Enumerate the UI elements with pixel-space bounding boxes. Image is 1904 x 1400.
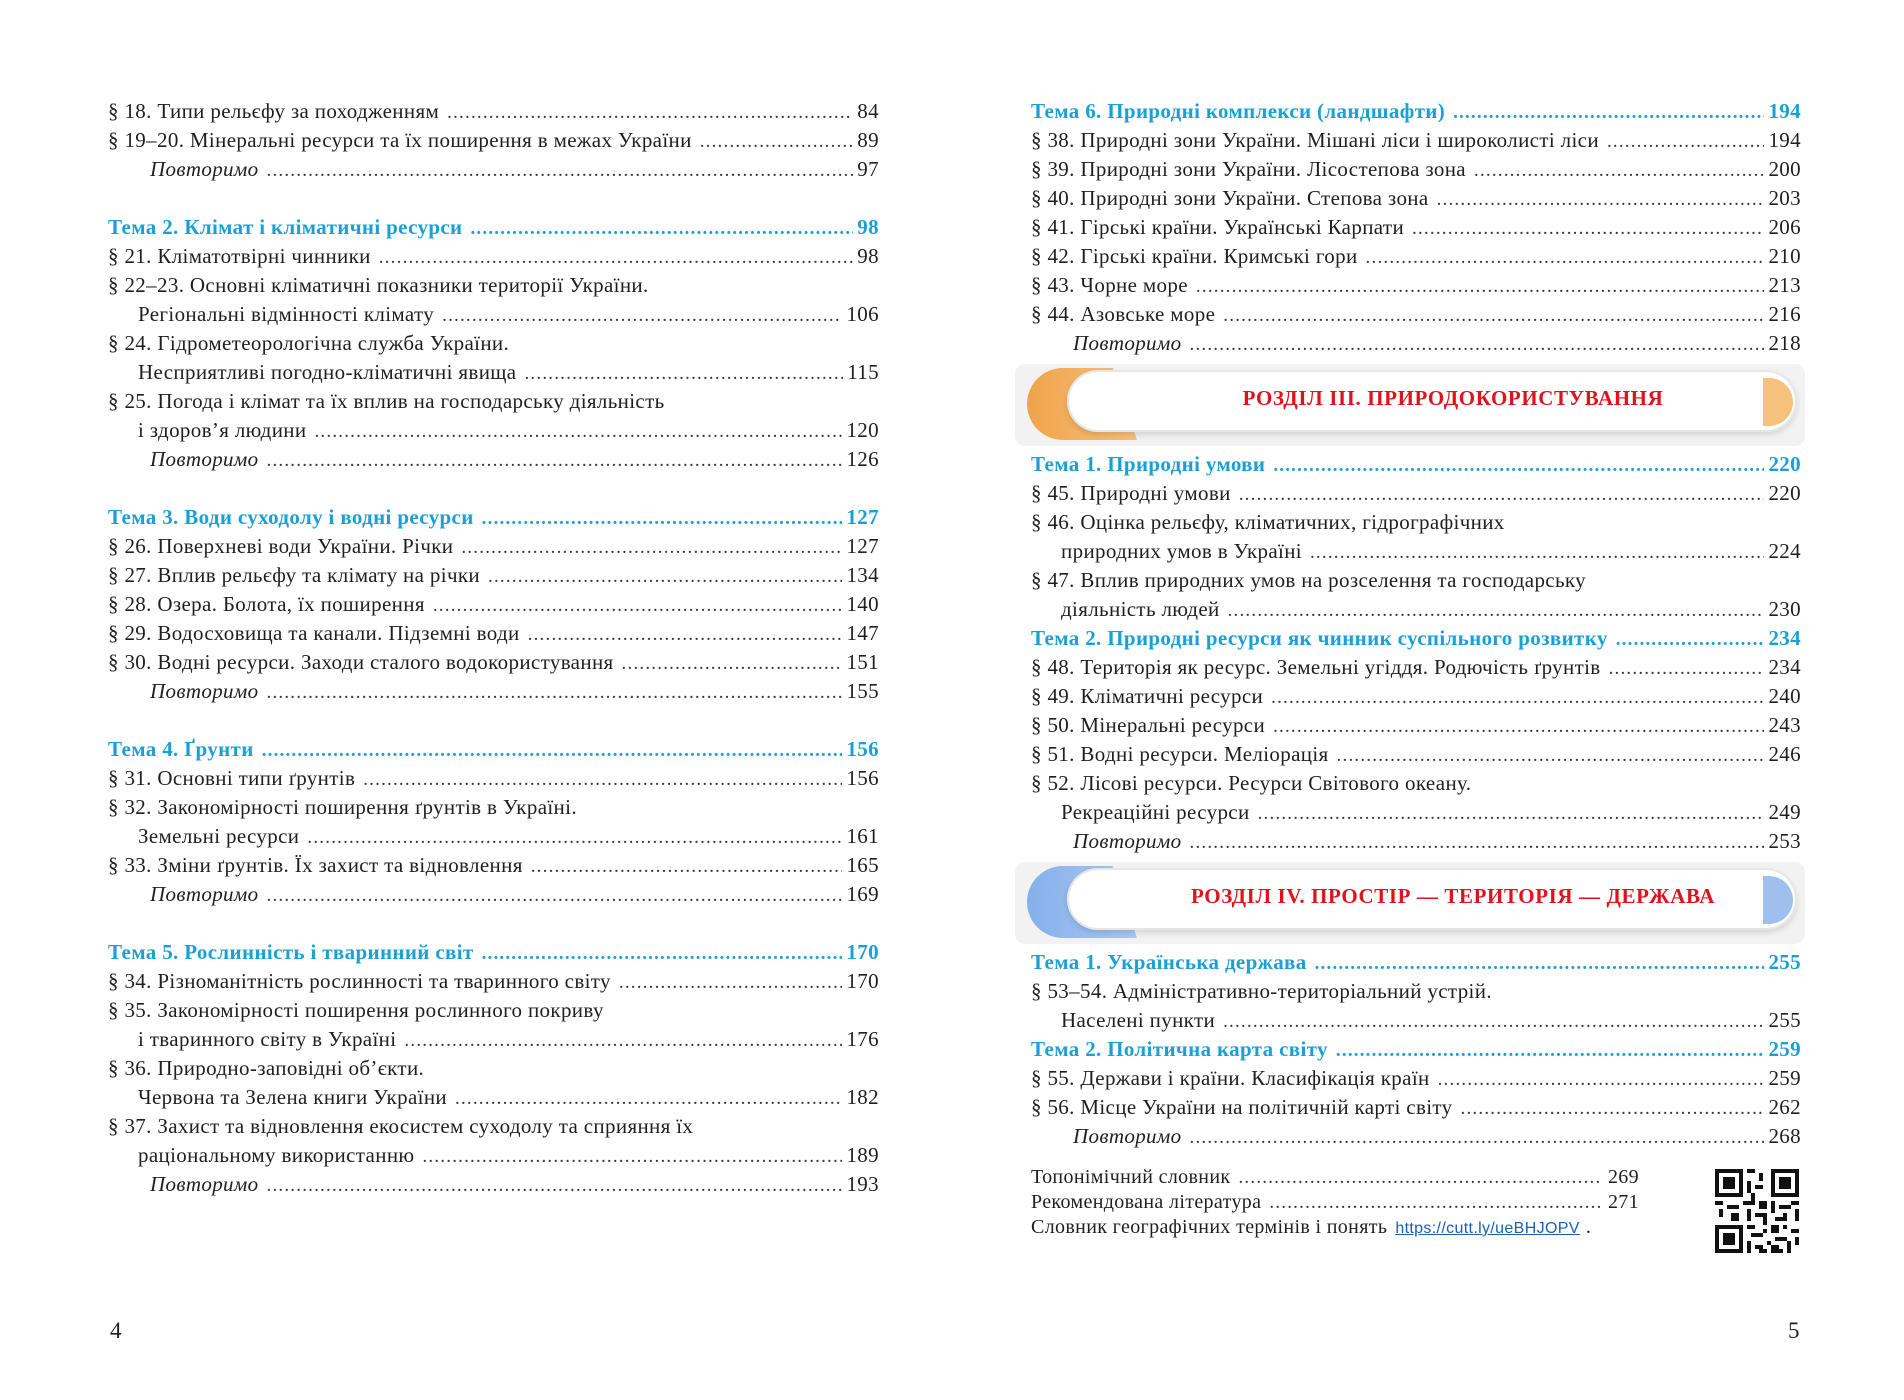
entry-page: 213	[1768, 273, 1801, 297]
toc-entry-line	[108, 1054, 879, 1083]
toc-entry[interactable]	[1031, 682, 1801, 711]
entry-title: § 51. Водні ресурси. Меліорація	[1031, 742, 1329, 766]
entry-page: 255	[1768, 950, 1801, 974]
leader-dots	[1190, 1123, 1765, 1152]
leader-dots	[1223, 1007, 1764, 1036]
toc-entry[interactable]	[1031, 711, 1801, 740]
leader-dots	[1310, 538, 1764, 567]
toc-review-entry[interactable]	[1031, 827, 1801, 856]
entry-page: 169	[846, 882, 879, 906]
block-gap	[108, 474, 879, 503]
entry-page: 240	[1768, 684, 1801, 708]
toc-topic-heading[interactable]	[1031, 948, 1801, 977]
entry-title: § 53–54. Адміністративно-територіальний устрій.	[1031, 979, 1492, 1003]
entry-title: § 55. Держави і країни. Класифікація країн	[1031, 1066, 1430, 1090]
appendix-list	[1031, 1165, 1801, 1240]
entry-page: 194	[1768, 99, 1801, 123]
toc-topic-heading[interactable]	[1031, 624, 1801, 653]
leader-dots	[531, 852, 843, 881]
entry-title: § 49. Кліматичні ресурси	[1031, 684, 1264, 708]
entry-page: 259	[1768, 1037, 1801, 1061]
leader-dots	[1437, 185, 1765, 214]
entry-title: § 29. Водосховища та канали. Підземні води	[108, 621, 520, 645]
entry-page: 189	[846, 1143, 879, 1167]
entry-page: 255	[1768, 1008, 1801, 1032]
entry-title: § 19–20. Мінеральні ресурси та їх поширення в межах України	[108, 128, 692, 152]
entry-page: 165	[846, 853, 879, 877]
entry-title: § 31. Основні типи ґрунтів	[108, 766, 356, 790]
toc-entry-line	[108, 996, 879, 1025]
page-number-right: 5	[1788, 1318, 1800, 1343]
entry-title: § 21. Кліматотвірні чинники	[108, 244, 371, 268]
entry-title: Земельні ресурси	[138, 824, 300, 848]
entry-title: Тема 1. Українська держава	[1031, 950, 1307, 974]
leader-dots	[1609, 654, 1765, 683]
entry-page: 243	[1768, 713, 1801, 737]
toc-entry-line	[108, 271, 879, 300]
toc-entry[interactable]	[108, 619, 879, 648]
toc-review-entry[interactable]	[1031, 1122, 1801, 1151]
toc-review-entry[interactable]	[108, 880, 879, 909]
entry-page: 98	[857, 244, 879, 268]
entry-title: Повторимо	[150, 157, 259, 181]
entry-page: 147	[846, 621, 879, 645]
entry-page: 234	[1768, 655, 1801, 679]
entry-title: § 50. Мінеральні ресурси	[1031, 713, 1266, 737]
entry-page: 193	[846, 1172, 879, 1196]
toc-review-entry[interactable]	[108, 445, 879, 474]
leader-dots	[461, 533, 842, 562]
entry-title: Тема 2. Клімат і кліматичні ресурси	[108, 215, 463, 239]
leader-dots	[482, 939, 843, 968]
leader-dots	[1190, 828, 1765, 857]
toc-entry[interactable]	[1031, 740, 1801, 769]
leader-dots	[1238, 1165, 1601, 1190]
toc-entry[interactable]	[1031, 213, 1801, 242]
section-title: РОЗДІЛ ІІІ. ПРИРОДОКОРИСТУВАННЯ	[1242, 386, 1664, 410]
leader-dots	[455, 1084, 842, 1113]
leader-dots	[1366, 243, 1765, 272]
leader-dots	[404, 1026, 842, 1055]
entry-title: Повторимо	[150, 1172, 259, 1196]
entry-title: природних умов в Україні	[1061, 539, 1302, 563]
entry-title: § 32. Закономірності поширення ґрунтів в Україні.	[108, 795, 577, 819]
leader-dots	[447, 98, 853, 127]
toc-left-column	[108, 97, 879, 1199]
leader-dots	[307, 823, 842, 852]
toc-entry-line	[108, 387, 879, 416]
leader-dots	[1474, 156, 1764, 185]
leader-dots	[1269, 1190, 1602, 1215]
entry-title: Тема 6. Природні комплекси (ландшафти)	[1031, 99, 1446, 123]
entry-title: § 56. Місце України на політичній карті світу	[1031, 1095, 1453, 1119]
entry-page: 271	[1607, 1191, 1639, 1213]
entry-title: § 40. Природні зони України. Степова зона	[1031, 186, 1429, 210]
entry-page: 249	[1768, 800, 1801, 824]
leader-dots	[267, 446, 843, 475]
toc-entry[interactable]	[1031, 479, 1801, 508]
entry-title: § 18. Типи рельєфу за походженням	[108, 99, 440, 123]
entry-page: 151	[846, 650, 879, 674]
leader-dots	[1315, 949, 1765, 978]
section-banner	[1007, 856, 1829, 948]
entry-page: 106	[846, 302, 879, 326]
block-gap	[108, 184, 879, 213]
entry-title: Тема 2. Природні ресурси як чинник суспільного розвитку	[1031, 626, 1608, 650]
entry-page: 220	[1768, 481, 1801, 505]
entry-title: § 38. Природні зони України. Мішані ліси і широколисті ліси	[1031, 128, 1599, 152]
entry-title: § 45. Природні умови	[1031, 481, 1231, 505]
block-gap	[108, 909, 879, 938]
entry-title: § 34. Різноманітність рослинності та тваринного світу	[108, 969, 611, 993]
entry-title: § 43. Чорне море	[1031, 273, 1188, 297]
toc-entry-toponymic[interactable]	[1031, 1165, 1639, 1190]
entry-page: 234	[1768, 626, 1801, 650]
qr-code-icon[interactable]	[1715, 1169, 1799, 1253]
toc-review-entry[interactable]	[108, 677, 879, 706]
entry-title: діяльність людей	[1061, 597, 1220, 621]
entry-page: 170	[846, 940, 879, 964]
entry-page: 156	[846, 766, 879, 790]
toc-topic-heading[interactable]	[1031, 1035, 1801, 1064]
leader-dots	[470, 214, 853, 243]
leader-dots	[524, 359, 843, 388]
entry-title: § 33. Зміни ґрунтів. Їх захист та відновлення	[108, 853, 523, 877]
toc-entry-continuation[interactable]	[108, 1025, 879, 1054]
entry-title: Рекреаційні ресурси	[1061, 800, 1250, 824]
toc-entry[interactable]	[1031, 155, 1801, 184]
toc-entry-continuation[interactable]	[1031, 537, 1801, 566]
toc-review-entry[interactable]	[108, 1170, 879, 1199]
toc-topic-heading[interactable]	[1031, 450, 1801, 479]
toc-entry-line	[108, 1112, 879, 1141]
entry-title: § 47. Вплив природних умов на розселення та господарську	[1031, 568, 1587, 592]
leader-dots	[1190, 330, 1765, 359]
entry-title: Тема 5. Рослинність і тваринний світ	[108, 940, 474, 964]
entry-page: 97	[857, 157, 879, 181]
leader-dots	[1412, 214, 1764, 243]
glossary-link[interactable]: https://cutt.ly/ueBHJOPV	[1395, 1220, 1580, 1237]
entry-title: § 27. Вплив рельєфу та клімату на річки	[108, 563, 480, 587]
toc-entry-line	[1031, 508, 1801, 537]
entry-page: 262	[1768, 1095, 1801, 1119]
toc-entry[interactable]	[1031, 1064, 1801, 1093]
leader-dots	[488, 562, 842, 591]
entry-title: § 28. Озера. Болота, їх поширення	[108, 592, 425, 616]
leader-dots	[262, 736, 843, 765]
entry-title: Повторимо	[1073, 829, 1182, 853]
leader-dots	[379, 243, 854, 272]
entry-page: 246	[1768, 742, 1801, 766]
leader-dots	[1461, 1094, 1765, 1123]
toc-topic-heading[interactable]	[108, 938, 879, 967]
entry-page: 155	[846, 679, 879, 703]
entry-title: Населені пункти	[1061, 1008, 1216, 1032]
entry-page: 170	[846, 969, 879, 993]
entry-title: Топонімічний словник	[1031, 1166, 1231, 1188]
toc-entry[interactable]	[108, 967, 879, 996]
entry-title: Регіональні відмінності клімату	[138, 302, 435, 326]
entry-page: 210	[1768, 244, 1801, 268]
entry-title: Повторимо	[150, 882, 259, 906]
entry-page: 134	[846, 563, 879, 587]
toc-entry-line	[1031, 769, 1801, 798]
entry-title: § 25. Погода і клімат та їх вплив на господарську діяльність	[108, 389, 665, 413]
leader-dots	[619, 968, 843, 997]
toc-entry[interactable]	[1031, 126, 1801, 155]
entry-title: Рекомендована література	[1031, 1191, 1262, 1213]
toc-entry[interactable]	[1031, 300, 1801, 329]
entry-page: 140	[846, 592, 879, 616]
entry-page: 230	[1768, 597, 1801, 621]
entry-title: раціональному використанню	[138, 1143, 415, 1167]
toc-review-entry[interactable]	[1031, 329, 1801, 358]
toc-entry-continuation[interactable]	[1031, 1006, 1801, 1035]
toc-review-entry[interactable]	[108, 155, 879, 184]
entry-page: 206	[1768, 215, 1801, 239]
leader-dots	[482, 504, 843, 533]
toc-entry-line	[1031, 977, 1801, 1006]
entry-title: Тема 2. Політична карта світу	[1031, 1037, 1328, 1061]
leader-dots	[1258, 799, 1765, 828]
leader-dots	[1196, 272, 1765, 301]
entry-title: § 41. Гірські країни. Українські Карпати	[1031, 215, 1405, 239]
leader-dots	[267, 881, 843, 910]
leader-dots	[1438, 1065, 1765, 1094]
toc-entry-line	[108, 329, 879, 358]
toc-topic-heading[interactable]	[1031, 97, 1801, 126]
toc-entry[interactable]	[108, 590, 879, 619]
toc-entry[interactable]	[108, 851, 879, 880]
entry-page: 120	[846, 418, 879, 442]
entry-page: 182	[846, 1085, 879, 1109]
entry-title: Повторимо	[150, 679, 259, 703]
leader-dots	[528, 620, 843, 649]
leader-dots	[433, 591, 843, 620]
toc-entry[interactable]	[108, 764, 879, 793]
toc-entry-continuation[interactable]	[1031, 595, 1801, 624]
toc-right-sections	[1031, 97, 1801, 1151]
entry-title: Повторимо	[1073, 1124, 1182, 1148]
entry-page: 259	[1768, 1066, 1801, 1090]
leader-dots	[1336, 1036, 1765, 1065]
entry-page: 89	[857, 128, 879, 152]
entry-title: § 30. Водні ресурси. Заходи сталого водокористування	[108, 650, 614, 674]
leader-dots	[267, 156, 854, 185]
leader-dots	[1453, 98, 1764, 127]
leader-dots	[267, 1171, 843, 1200]
toc-entry-line	[1031, 566, 1801, 595]
entry-title: § 39. Природні зони України. Лісостепова зона	[1031, 157, 1466, 181]
toc-right-column	[1031, 97, 1801, 1240]
entry-title: § 24. Гідрометеорологічна служба України.	[108, 331, 510, 355]
entry-page: 126	[846, 447, 879, 471]
entry-page: 200	[1768, 157, 1801, 181]
entry-title: § 44. Азовське море	[1031, 302, 1216, 326]
toc-entry-continuation[interactable]	[1031, 798, 1801, 827]
leader-dots	[1616, 625, 1765, 654]
entry-page: 176	[846, 1027, 879, 1051]
toc-entry[interactable]	[108, 126, 879, 155]
section-title: РОЗДІЛ IV. ПРОСТІР — ТЕРИТОРІЯ — ДЕРЖАВА	[1190, 884, 1716, 908]
toc-topic-heading[interactable]	[108, 213, 879, 242]
entry-title: і здоров’я людини	[138, 418, 307, 442]
entry-title: § 46. Оцінка рельєфу, кліматичних, гідрографічних	[1031, 510, 1505, 534]
toc-entry[interactable]	[1031, 271, 1801, 300]
section-banner	[1007, 358, 1829, 450]
entry-title: § 42. Гірські країни. Кримські гори	[1031, 244, 1358, 268]
toc-entry-glossary	[1031, 1215, 1751, 1240]
toc-entry-continuation[interactable]	[108, 1141, 879, 1170]
entry-title: § 35. Закономірності поширення рослинного покриву	[108, 998, 604, 1022]
leader-dots	[363, 765, 842, 794]
leader-dots	[1607, 127, 1765, 156]
entry-page: 156	[846, 737, 879, 761]
entry-page: 84	[857, 99, 879, 123]
entry-title: Словник географічних термінів і понять	[1031, 1216, 1388, 1238]
entry-title: і тваринного світу в Україні	[138, 1027, 397, 1051]
leader-dots	[1273, 712, 1764, 741]
entry-title: § 48. Територія як ресурс. Земельні угіддя. Родючість ґрунтів	[1031, 655, 1601, 679]
toc-entry[interactable]	[108, 532, 879, 561]
leader-dots	[1337, 741, 1765, 770]
entry-title: Повторимо	[150, 447, 259, 471]
entry-title: Тема 1. Природні умови	[1031, 452, 1266, 476]
entry-title: Червона та Зелена книги України	[138, 1085, 447, 1109]
entry-page: 268	[1768, 1124, 1801, 1148]
entry-title: § 52. Лісові ресурси. Ресурси Світового океану.	[1031, 771, 1472, 795]
leader-dots	[1273, 451, 1764, 480]
toc-entry[interactable]	[1031, 653, 1801, 682]
toc-entry[interactable]	[1031, 242, 1801, 271]
leader-dots	[1271, 683, 1764, 712]
toc-entry-continuation[interactable]	[108, 416, 879, 445]
toc-entry[interactable]	[1031, 1093, 1801, 1122]
leader-dots	[267, 678, 843, 707]
toc-entry-continuation[interactable]	[108, 358, 879, 387]
entry-page: 98	[857, 215, 879, 239]
leader-dots	[1239, 480, 1765, 509]
entry-title: Тема 3. Води суходолу і водні ресурси	[108, 505, 474, 529]
entry-title: § 22–23. Основні кліматичні показники території України.	[108, 273, 649, 297]
leader-dots	[314, 417, 842, 446]
toc-entry-continuation[interactable]	[108, 822, 879, 851]
entry-title: § 26. Поверхневі води України. Річки	[108, 534, 454, 558]
toc-entry[interactable]	[108, 648, 879, 677]
entry-title: § 37. Захист та відновлення екосистем суходолу та сприяння їх	[108, 1114, 694, 1138]
leader-dots	[442, 301, 842, 330]
toc-entry[interactable]	[108, 561, 879, 590]
entry-page: 127	[846, 505, 879, 529]
leader-dots	[1223, 301, 1764, 330]
toc-topic-heading[interactable]	[108, 735, 879, 764]
page-number-left: 4	[110, 1318, 122, 1343]
glossary-end: .	[1585, 1216, 1592, 1238]
entry-title: Повторимо	[1073, 331, 1182, 355]
entry-page: 161	[846, 824, 879, 848]
leader-dots	[422, 1142, 842, 1171]
leader-dots	[1228, 596, 1765, 625]
toc-entry-continuation[interactable]	[108, 300, 879, 329]
entry-page: 253	[1768, 829, 1801, 853]
toc-entry[interactable]	[108, 97, 879, 126]
toc-entry-line	[108, 793, 879, 822]
entry-page: 115	[847, 360, 879, 384]
toc-entry-literature[interactable]	[1031, 1190, 1639, 1215]
entry-page: 224	[1768, 539, 1801, 563]
entry-title: Тема 4. Ґрунти	[108, 737, 254, 761]
block-gap	[108, 706, 879, 735]
entry-title: § 36. Природно-заповідні об’єкти.	[108, 1056, 425, 1080]
toc-topic-heading[interactable]	[108, 503, 879, 532]
entry-page: 203	[1768, 186, 1801, 210]
entry-page: 218	[1768, 331, 1801, 355]
toc-entry-continuation[interactable]	[108, 1083, 879, 1112]
leader-dots	[700, 127, 854, 156]
entry-title: Несприятливі погодно-кліматичні явища	[138, 360, 517, 384]
entry-page: 269	[1607, 1166, 1639, 1188]
leader-dots	[622, 649, 843, 678]
entry-page: 220	[1768, 452, 1801, 476]
entry-page: 216	[1768, 302, 1801, 326]
toc-entry[interactable]	[108, 242, 879, 271]
entry-page: 127	[846, 534, 879, 558]
toc-entry[interactable]	[1031, 184, 1801, 213]
entry-page: 194	[1768, 128, 1801, 152]
